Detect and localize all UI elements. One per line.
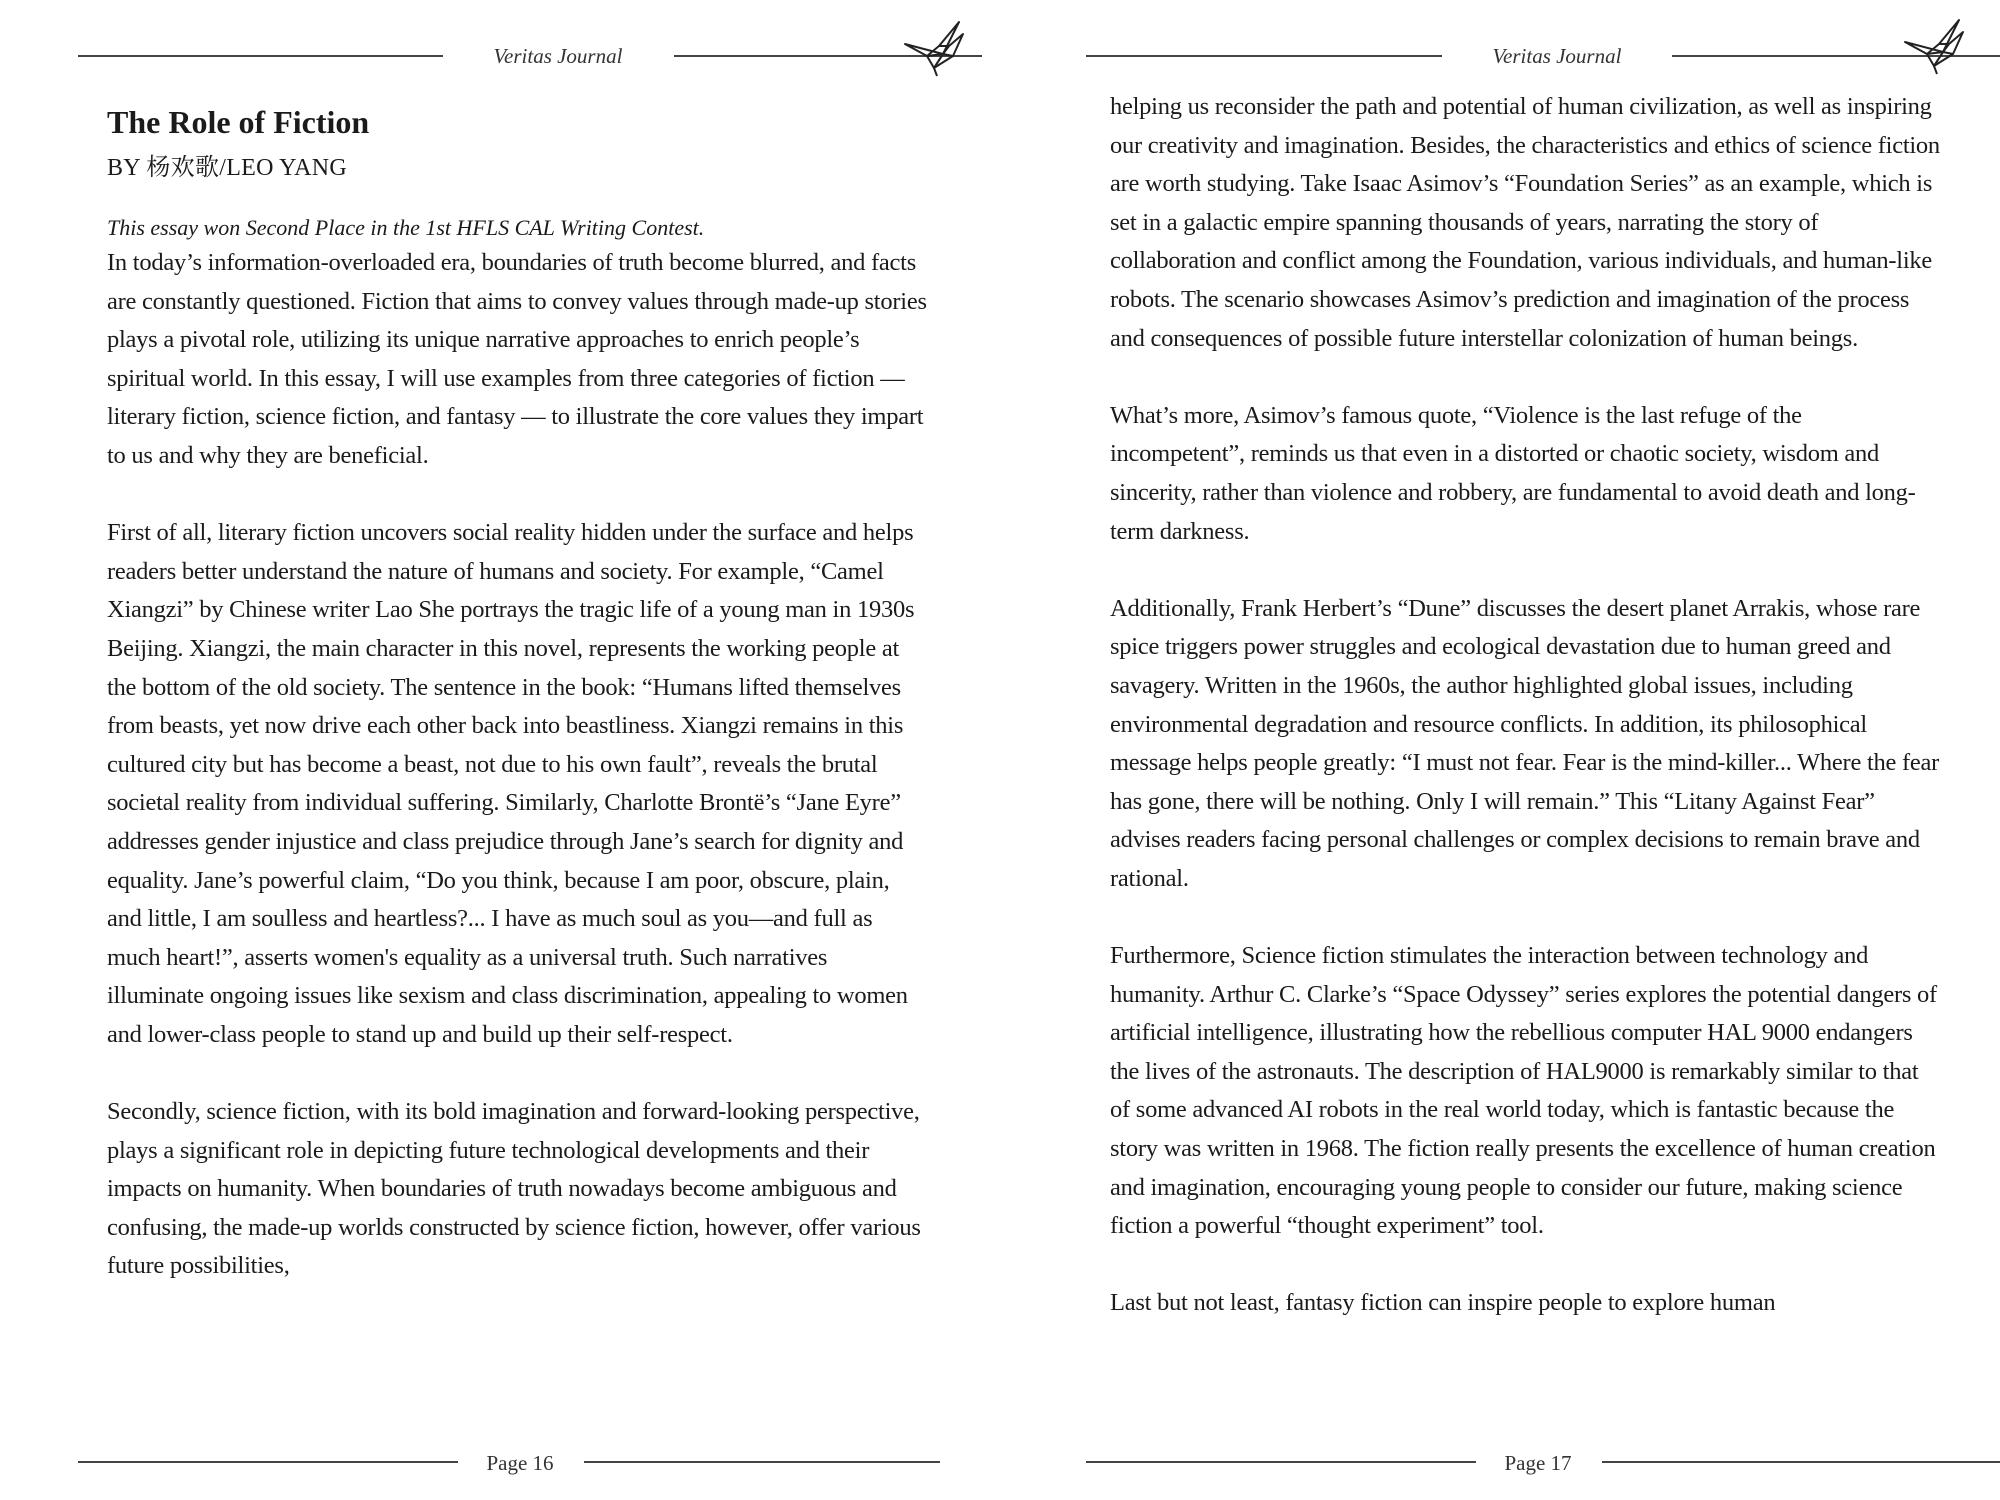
running-header [1086,38,1958,74]
journal-name: Veritas Journal [493,44,623,68]
paper-crane-icon [903,16,965,78]
page-number: Page 17 [1504,1451,1572,1475]
footer-rule-right [1602,1461,2000,1463]
footer-rule-right [584,1461,940,1463]
paragraph: Last but not least, fantasy fiction can inspire people to explore human [1110,1289,1776,1317]
paragraph: Furthermore, Science fiction stimulates the interaction between technology and humanity. Arthur C. Clarke’s “Space Odyssey” series explores the potential dangers of artificial intelligence, illustrating how the rebellious computer HAL 9000 endangers the lives of the astronauts. The description of HAL9000 is remarkably similar to that of some advanced AI robots in the real world today, which is fantastic because the story was written in 1968. The fiction really presents the excellence of human creation and imagination, encouraging young people to consider our future, making science fiction a powerful “thought experiment” tool. [1110,942,1937,1240]
left-page-content [107,100,929,1325]
paragraph: First of all, literary fiction uncovers social reality hidden under the surface and helps readers better understand the nature of humans and society. For example, “Camel Xiangzi” by Chinese writer Lao She portrays the tragic life of a young man in 1930s Beijing. Xiangzi, the main character in this novel, represents the working people at the bottom of the old society. The sentence in the book: “Humans lifted themselves from beasts, yet now drive each other back into beastliness. Xiangzi remains in this cultured city but has become a beast, not due to his own fault”, reveals the brutal societal reality from individual suffering. Similarly, Charlotte Brontë’s “Jane Eyre” addresses gender injustice and class prejudice through Jane’s search for dignity and equality. Jane’s powerful claim, “Do you think, because I am poor, obscure, plain, and little, I am soulless and heartless?... I have as much soul as you—and full as much heart!”, asserts women's equality as a universal truth. Such narratives illuminate ongoing issues like sexism and class discrimination, appealing to women and lower-class people to stand up and build up their self-respect. [107,519,915,1048]
running-header [78,38,908,74]
journal-name: Veritas Journal [1492,44,1622,68]
page-footer [1086,1446,1950,1480]
header-rule-left [1086,55,1442,57]
paragraph: Additionally, Frank Herbert’s “Dune” discusses the desert planet Arrakis, whose rare spice triggers power struggles and ecological devastation due to human greed and savagery. Written in the 1960s, the author highlighted global issues, including environmental degradation and resource conflicts. In addition, its philosophical message helps people greatly: “I must not fear. Fear is the mind-killer... Where the fear has gone, there will be nothing. Only I will remain.” This “Litany Against Fear” advises readers facing personal challenges or complex decisions to remain brave and rational. [1110,594,1940,892]
right-page [1000,0,2000,1500]
award-note: This essay won Second Place in the 1st HFLS CAL Writing Contest. [107,215,705,240]
paragraph: In today’s information-overloaded era, boundaries of truth become blurred, and facts are constantly questioned. Fiction that aims to convey values through made-up stories plays a pivotal role, utilizing its unique narrative approaches to enrich people’s spiritual world. In this essay, I will use examples from three categories of fiction — literary fiction, science fiction, and fantasy — to illustrate the core values they impart to us and why they are beneficial. [107,249,927,469]
byline: BY 杨欢歌/LEO YANG [107,155,348,181]
header-rule-left [78,55,443,57]
footer-rule-left [78,1461,458,1463]
footer-rule-left [1086,1461,1476,1463]
paragraph: Secondly, science fiction, with its bold imagination and forward-looking perspective, plays a significant role in depicting future technological developments and their impacts on humanity. When boundaries of truth nowadays become ambiguous and confusing, the made-up worlds constructed by science fiction, however, offer various future possibilities, [107,1098,921,1280]
essay-title: The Role of Fiction [107,104,370,140]
right-page-content [1110,88,1940,1362]
paragraph: helping us reconsider the path and potential of human civilization, as well as inspiring our creativity and imagination. Besides, the characteristics and ethics of science fiction are worth studying. Take Isaac Asimov’s “Foundation Series” as an example, which is set in a galactic empire spanning thousands of years, narrating the story of collaboration and conflict among the Foundation, various individuals, and human-like robots. The scenario showcases Asimov’s prediction and imagination of the process and consequences of possible future interstellar colonization of human beings. [1110,93,1940,352]
page-number: Page 16 [486,1451,554,1475]
paragraph: What’s more, Asimov’s famous quote, “Violence is the last refuge of the incompetent”, reminds us that even in a distorted or chaotic society, wisdom and sincerity, rather than violence and robbery, are fundamental to avoid death and long-term darkness. [1110,401,1916,545]
paper-crane-icon [1903,14,1965,76]
page-footer [78,1446,940,1480]
